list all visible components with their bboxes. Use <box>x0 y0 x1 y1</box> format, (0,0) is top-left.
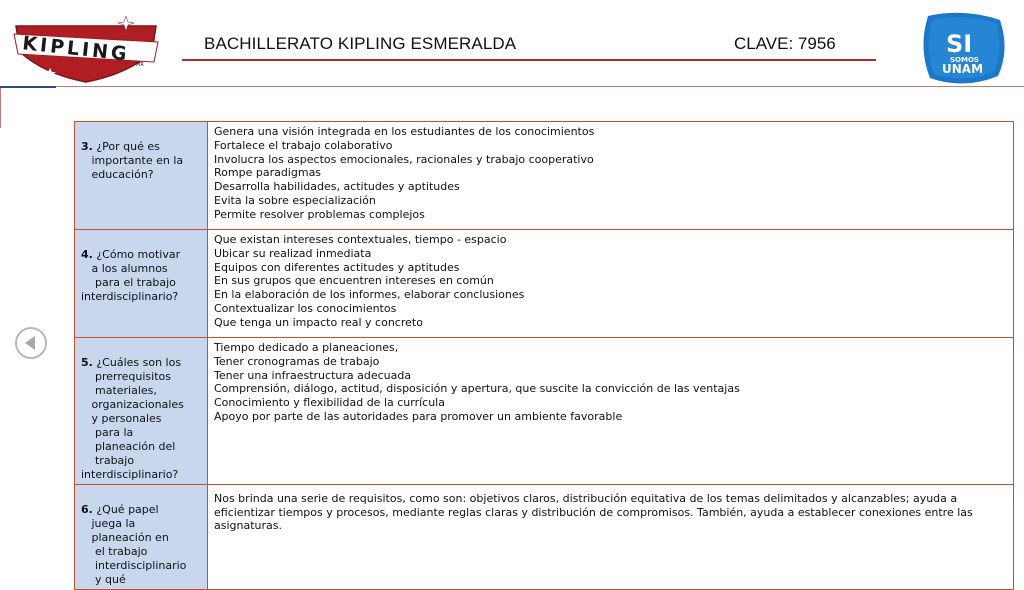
answer-cell <box>208 485 1014 590</box>
question-text: ¿Por qué es importante en la educación? <box>91 140 184 181</box>
answer-line: Rompe paradigmas <box>214 166 322 180</box>
answer-line: En la elaboración de los informes, elaborar conclusiones <box>214 288 525 302</box>
answer-line: Apoyo por parte de las autoridades para promover un ambiente favorable <box>214 409 623 423</box>
question-text: ¿Cuáles son los prerrequisitos materiales, organizacionales y personales para la planeación del trabajo interdisciplinario? <box>81 356 184 481</box>
table-row <box>75 485 1014 590</box>
answer-cell <box>208 230 1014 338</box>
question-number: 4. <box>81 248 93 261</box>
content-table <box>74 121 1014 590</box>
question-number: 3. <box>81 140 93 153</box>
question-cell <box>75 230 208 338</box>
answer-line: Fortalece el trabajo colaborativo <box>214 138 393 152</box>
answer-line: Conocimiento y flexibilidad de la currícula <box>214 396 445 410</box>
question-cell <box>75 338 208 485</box>
question-number: 5. <box>81 356 93 369</box>
answer-line: Equipos con diferentes actitudes y aptitudes <box>214 260 460 274</box>
answer-line: Desarrolla habilidades, actitudes y aptitudes <box>214 180 460 194</box>
answer-cell <box>208 338 1014 485</box>
question-cell <box>75 122 208 230</box>
answer-cell <box>208 122 1014 230</box>
kipling-logo <box>10 12 162 84</box>
answer-line: Tener una infraestructura adecuada <box>214 368 412 382</box>
answer-line: Que existan intereses contextuales, tiempo - espacio <box>214 233 507 246</box>
answer-line: Evita la sobre especialización <box>214 193 376 207</box>
answer-line: Que tenga un impacto real y concreto <box>214 315 423 329</box>
unam-logo <box>918 10 1010 88</box>
content-frame-top <box>0 86 1024 87</box>
table-row <box>75 338 1014 485</box>
table-row <box>75 122 1014 230</box>
previous-slide-button[interactable] <box>13 327 49 359</box>
answer-line: Involucra los aspectos emocionales, racionales y trabajo cooperativo <box>214 152 594 166</box>
question-text: ¿Qué papel juega la planeación en el trabajo interdisciplinario y qué <box>91 503 187 586</box>
school-code: CLAVE: 7956 <box>734 34 836 53</box>
question-text: ¿Cómo motivar a los alumnos para el trabajo interdisciplinario? <box>81 248 181 303</box>
kipling-logo-mark: MR <box>136 62 144 68</box>
question-number: 6. <box>81 503 93 516</box>
content-frame-accent <box>0 86 56 88</box>
content-frame-left <box>0 86 1 128</box>
page-title: BACHILLERATO KIPLING ESMERALDA <box>204 34 517 53</box>
answer-line: Ubicar su realizad inmediata <box>214 246 372 260</box>
unam-logo-si: SI <box>946 30 973 58</box>
header-divider <box>182 59 876 61</box>
kipling-logo-text: KIPLING <box>21 32 131 66</box>
answer-line: En sus grupos que encuentren intereses en común <box>214 274 494 288</box>
answer-line: Comprensión, diálogo, actitud, disposición y apertura, que suscite la convicción de las ventajas <box>214 382 740 396</box>
answer-line: Tener cronogramas de trabajo <box>214 354 380 368</box>
table-row <box>75 230 1014 338</box>
question-cell <box>75 485 208 590</box>
answer-line: Permite resolver problemas complejos <box>214 207 425 221</box>
answer-line: Contextualizar los conocimientos <box>214 301 397 315</box>
answer-line: Tiempo dedicado a planeaciones, <box>214 341 399 354</box>
unam-logo-somos: SOMOS <box>950 56 979 64</box>
unam-logo-unam: UNAM <box>942 62 984 76</box>
answer-line: Genera una visión integrada en los estudiantes de los conocimientos <box>214 125 595 138</box>
answer-paragraph: Nos brinda una serie de requisitos, como son: objetivos claros, distribución equitativa de los temas delimitados y alcanzables; ayuda a eficientizar tiempos y procesos, mediante reglas claras y distribución de compromisos. También, ayuda a establecer conexiones entre las asignaturas. <box>214 492 973 533</box>
